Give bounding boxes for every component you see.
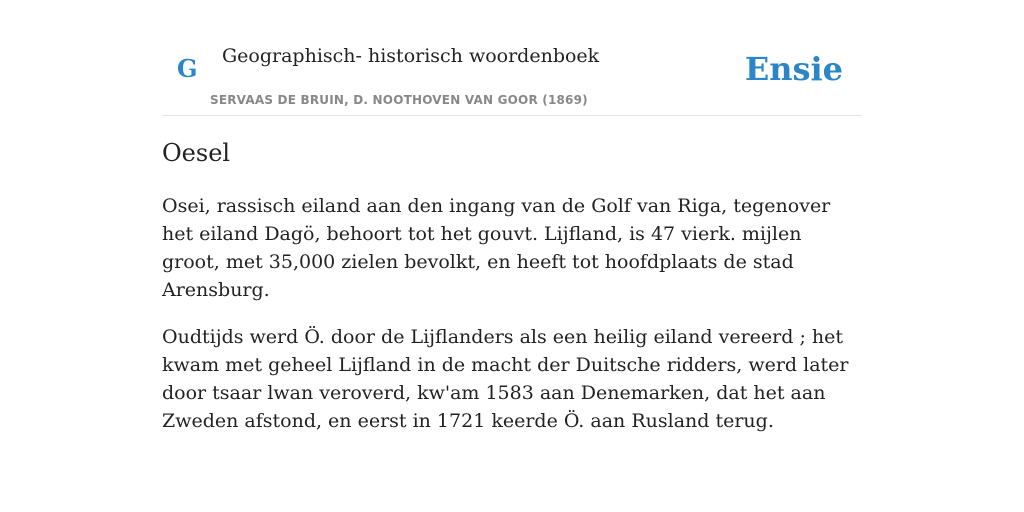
entry-paragraph: Osei, rassisch eiland aan den ingang van de Golf van Riga, tegenover het eiland Dagö, behoort tot het gouvt. Lijfland, is 47 vierk. mijlen groot, met 35,000 zielen bevolkt, en heeft tot hoofdplaats de stad Arensburg. (162, 195, 831, 301)
book-header (162, 0, 862, 116)
page-container (162, 0, 862, 432)
book-title-link[interactable]: Geographisch- historisch woordenboek (222, 45, 600, 67)
book-logo-letter[interactable]: G (177, 54, 198, 83)
ensie-logo[interactable]: Ensie (744, 50, 843, 88)
book-author: SERVAAS DE BRUIN, D. NOOTHOVEN VAN GOOR (1869) (210, 93, 588, 107)
entry-paragraph: Oudtijds werd Ö. door de Lijflanders als een heilig eiland vereerd ; het kwam met geheel Lijfland in de macht der Duitsche ridders, werd later door tsaar lwan veroverd, kw'am 1583 aan Denemarken, dat het aan Zweden afstond, en eerst in 1721 keerde Ö. aan Rusland terug. (162, 326, 849, 432)
entry-title: Oesel (162, 139, 231, 167)
entry-body (162, 192, 862, 454)
